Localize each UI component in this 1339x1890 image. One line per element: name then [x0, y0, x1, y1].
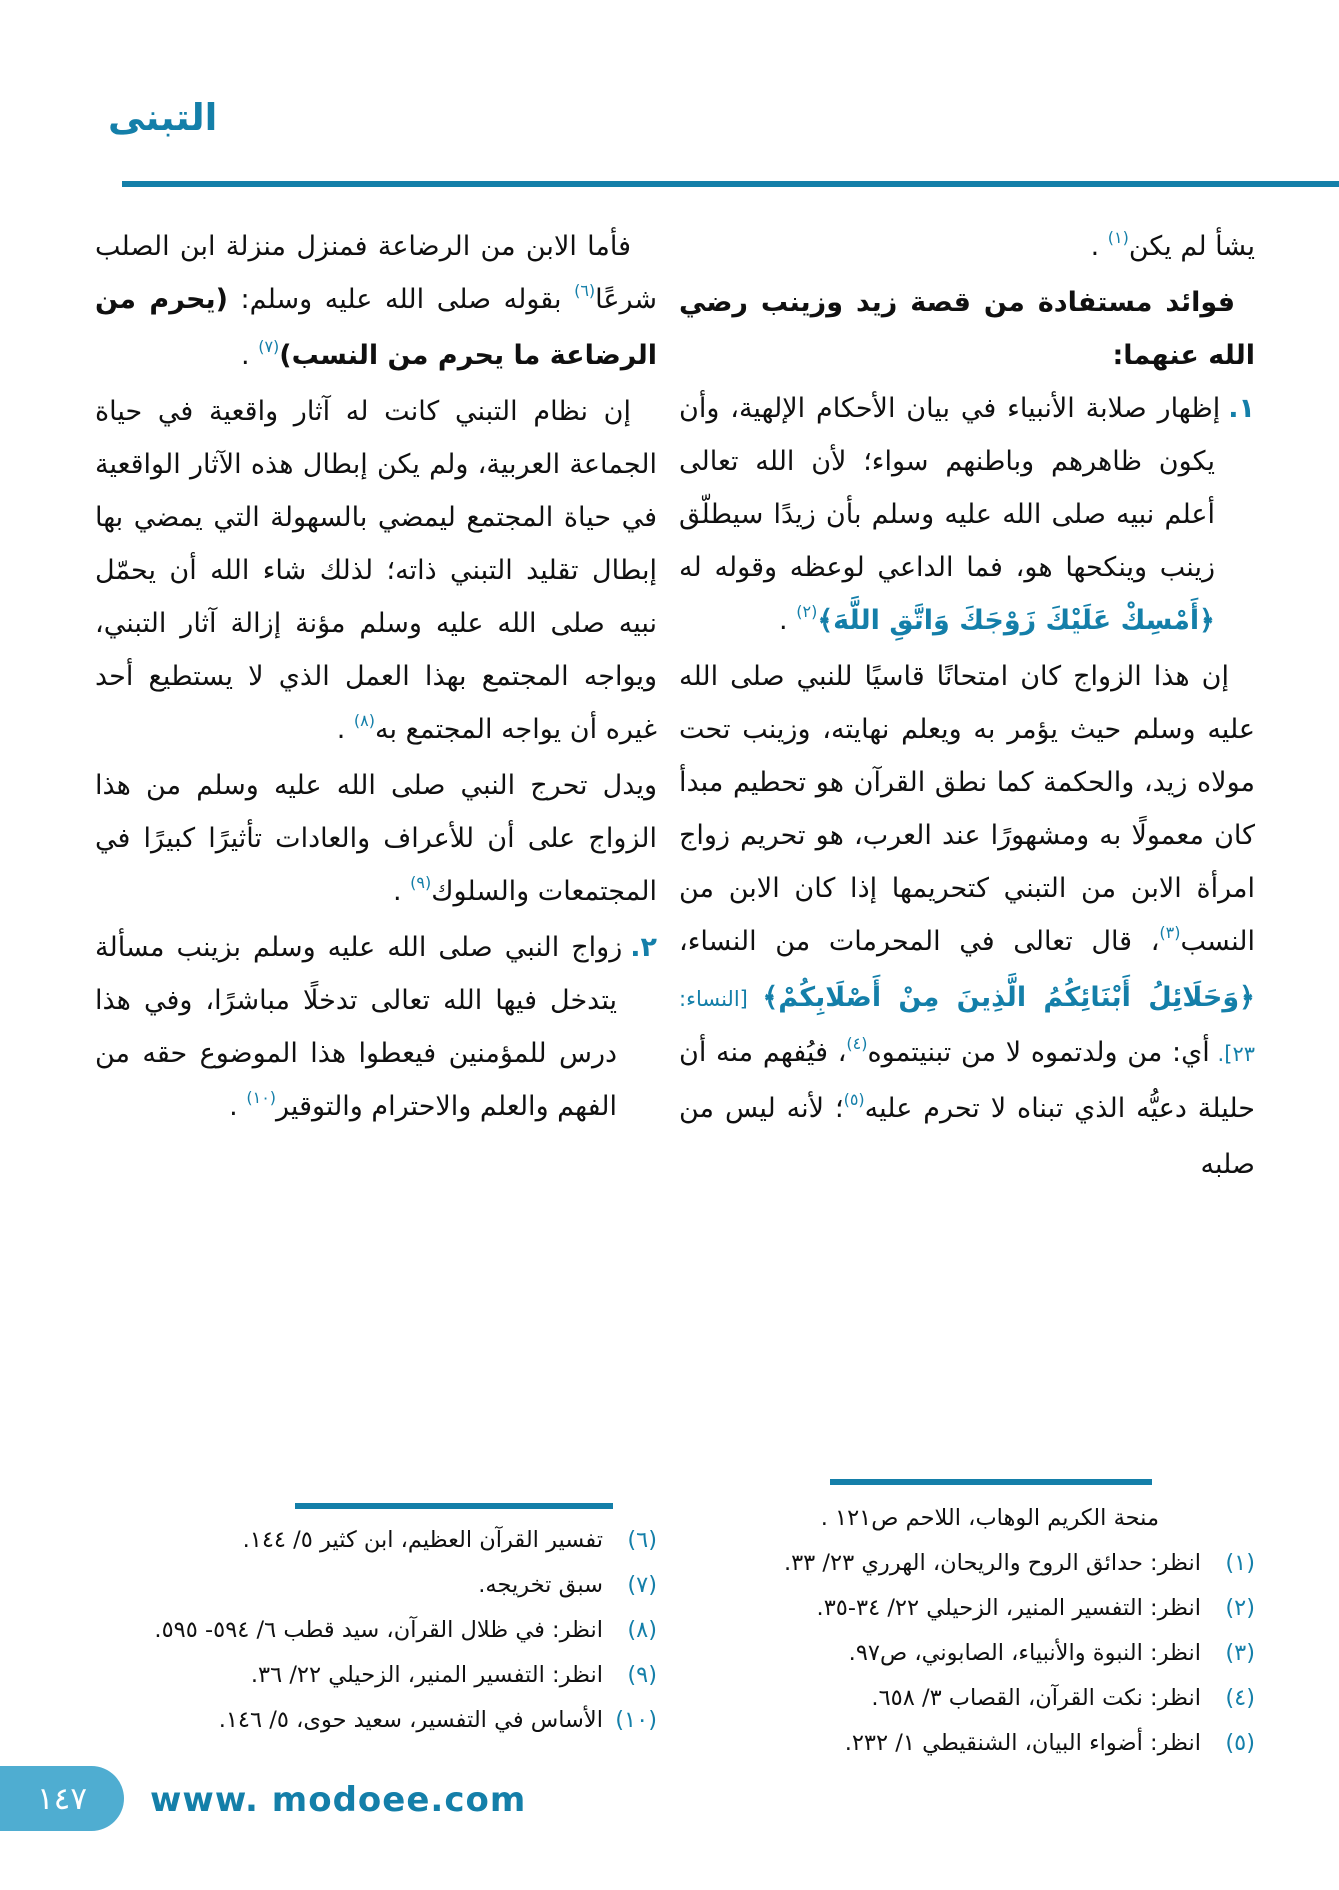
footnote-text: انظر: التفسير المنير، الزحيلي ٢٢/ ٣٤-٣٥.	[816, 1595, 1201, 1621]
footnote-number: (٨)	[627, 1617, 657, 1643]
footnote-text: الأساس في التفسير، سعيد حوى، ٥/ ١٤٦.	[218, 1707, 603, 1733]
footnote-number: (٦)	[627, 1527, 657, 1553]
body-text: زواج النبي صلى الله عليه وسلم بزينب مسألة يتدخل فيها الله تعالى تدخلًا مباشرًا، وفي هذا درس للمؤمنين فيعطوا هذا الموضوع حقه من الفهم والعلم والاحترام والتوقير	[95, 932, 623, 1122]
paragraph	[95, 759, 657, 921]
bold-text: فوائد مستفادة من قصة زيد وزينب رضي الله عنهما:	[679, 287, 1255, 371]
footnote	[679, 1631, 1255, 1676]
verse-reference: [النساء: ٢٣].	[679, 987, 1255, 1066]
footnote-number: (٧)	[627, 1572, 657, 1598]
body-text: إن نظام التبني كانت له آثار واقعية في حياة الجماعة العربية، ولم يكن إبطال هذه الآثار الواقعية في حياة المجتمع ليمضي بالسهولة التي يمضي بها إبطال تقليد التبني ذاته؛ لذلك شاء الله أن يحمّل نبيه صلى الله عليه وسلم مؤنة إزالة آثار التبني، ويواجه المجتمع بهذا العمل الذي لا يستطيع أحد غيره أن يواجه المجتمع به	[95, 396, 657, 745]
footnote-text: سبق تخريجه.	[478, 1572, 603, 1598]
list-item-number: ١.	[1228, 393, 1255, 424]
footnote-ref: (٧)	[258, 337, 280, 356]
footnote	[95, 1698, 657, 1743]
footnote	[95, 1653, 657, 1698]
footnote	[679, 1541, 1255, 1586]
footnote-ref: (٣)	[1159, 923, 1181, 942]
body-text: ؛ لأنه ليس من صلبه	[679, 1093, 1255, 1180]
header-rule	[122, 181, 1339, 187]
footnote-text: انظر: التفسير المنير، الزحيلي ٢٢/ ٣٦.	[250, 1662, 603, 1688]
footnote-ref: (٥)	[843, 1090, 865, 1109]
paragraph	[679, 220, 1255, 276]
body-text: بقوله صلى الله عليه وسلم:	[227, 284, 575, 315]
list-item-number: ٢.	[630, 932, 657, 963]
body-text: .	[229, 1091, 247, 1122]
footnote	[95, 1563, 657, 1608]
body-text: .	[779, 605, 797, 636]
footnote-number: (١)	[1225, 1550, 1255, 1576]
footnote-ref: (١٠)	[246, 1088, 277, 1107]
body-text: ، قال تعالى في المحرمات من النساء،	[679, 926, 1160, 957]
footnote	[679, 1496, 1255, 1541]
footnote-ref: (٦)	[574, 281, 596, 300]
footnote-number: (٤)	[1225, 1685, 1255, 1711]
body-text: فأما الابن من الرضاعة فمنزل منزلة ابن الصلب شرعًا	[95, 231, 658, 315]
body-text: .	[241, 340, 259, 371]
quran-verse: ﴿أَمْسِكْ عَلَيْكَ زَوْجَكَ وَاتَّقِ اللَّهَ﴾	[817, 605, 1215, 636]
page-number-badge	[0, 1766, 124, 1831]
numbered-item	[679, 382, 1255, 650]
footnote	[679, 1676, 1255, 1721]
footnote-number: (٩)	[627, 1662, 657, 1688]
footnote-ref: (٨)	[353, 711, 376, 730]
footnote-text: انظر: نكت القرآن، القصاب ٣/ ٦٥٨.	[871, 1685, 1201, 1711]
body-text: ويدل تحرج النبي صلى الله عليه وسلم من هذا الزواج على أن للأعراف والعادات تأثيرًا كبيرًا في المجتمعات والسلوك	[95, 770, 657, 907]
footnote-number: (٥)	[1225, 1730, 1255, 1756]
quran-verse: ﴿وَحَلَائِلُ أَبْنَائِكُمُ الَّذِينَ مِنْ أَصْلَابِكُمْ﴾	[762, 982, 1255, 1013]
page-title: التبنى	[108, 96, 218, 139]
footnote	[95, 1608, 657, 1653]
footnote-ref: (٢)	[796, 602, 818, 621]
footnote-separator-right	[830, 1479, 1152, 1485]
footnote-text: انظر: أضواء البيان، الشنقيطي ١/ ٢٣٢.	[844, 1730, 1201, 1756]
footnote	[95, 1518, 657, 1563]
footnote-text: انظر: النبوة والأنبياء، الصابوني، ص٩٧.	[848, 1640, 1201, 1666]
footnote-text: انظر: في ظلال القرآن، سيد قطب ٦/ ٥٩٤- ٥٩٥.	[154, 1617, 603, 1643]
body-text: يشأ لم يكن	[1128, 231, 1255, 262]
paragraph	[95, 220, 657, 385]
page-number: ١٤٧	[37, 1780, 87, 1817]
footnote-text: تفسير القرآن العظيم، ابن كثير ٥/ ١٤٤.	[242, 1527, 603, 1553]
body-text: .	[1090, 231, 1108, 262]
footnote-ref: (٩)	[410, 873, 432, 892]
footnote	[679, 1586, 1255, 1631]
column-left	[95, 220, 657, 1136]
body-text: .	[392, 876, 411, 907]
body-text: .	[336, 714, 354, 745]
body-text: أي: من ولدتموه لا من تبنيتموه	[867, 1037, 1210, 1068]
column-right	[679, 220, 1255, 1191]
footnotes-right	[679, 1496, 1255, 1766]
footnote-text: منحة الكريم الوهاب، اللاحم ص١٢١ .	[820, 1505, 1159, 1531]
footnote-ref: (٤)	[846, 1034, 868, 1053]
footnote-ref: (١)	[1107, 228, 1129, 247]
footnote-number: (٢)	[1225, 1595, 1255, 1621]
footnote-number: (٣)	[1225, 1640, 1255, 1666]
footnotes-left	[95, 1518, 657, 1743]
footnote-text: انظر: حدائق الروح والريحان، الهرري ٢٣/ ٣٣.	[783, 1550, 1201, 1576]
bold-text: (يحرم من الرضاعة ما يحرم من النسب)	[95, 284, 657, 371]
paragraph	[679, 650, 1255, 1191]
section-heading	[679, 276, 1255, 382]
body-text: إظهار صلابة الأنبياء في بيان الأحكام الإلهية، وأن يكون ظاهرهم وباطنهم سواء؛ لأن الله تعالى أعلم نبيه صلى الله عليه وسلم بأن زيدًا سيطلّق زينب وينكحها هو، فما الداعي لوعظه وقوله له	[679, 393, 1221, 583]
footnote-separator-left	[295, 1503, 613, 1509]
body-text: ، فيُفهم منه أن حليلة دعيُّه الذي تبناه لا تحرم عليه	[679, 1037, 1255, 1124]
numbered-item	[95, 921, 657, 1136]
footnote	[679, 1721, 1255, 1766]
website-link[interactable]: www. modoee.com	[150, 1780, 527, 1820]
body-text: إن هذا الزواج كان امتحانًا قاسيًا للنبي صلى الله عليه وسلم حيث يؤمر به ويعلم نهايته، وزينب تحت مولاه زيد، والحكمة كما نطق القرآن هو تحطيم مبدأ كان معمولًا به ومشهورًا عند العرب، هو تحريم زواج امرأة الابن من التبني كتحريمها إذا كان الابن من النسب	[679, 661, 1255, 957]
paragraph	[95, 385, 657, 759]
footnote-number: (١٠)	[615, 1707, 657, 1733]
